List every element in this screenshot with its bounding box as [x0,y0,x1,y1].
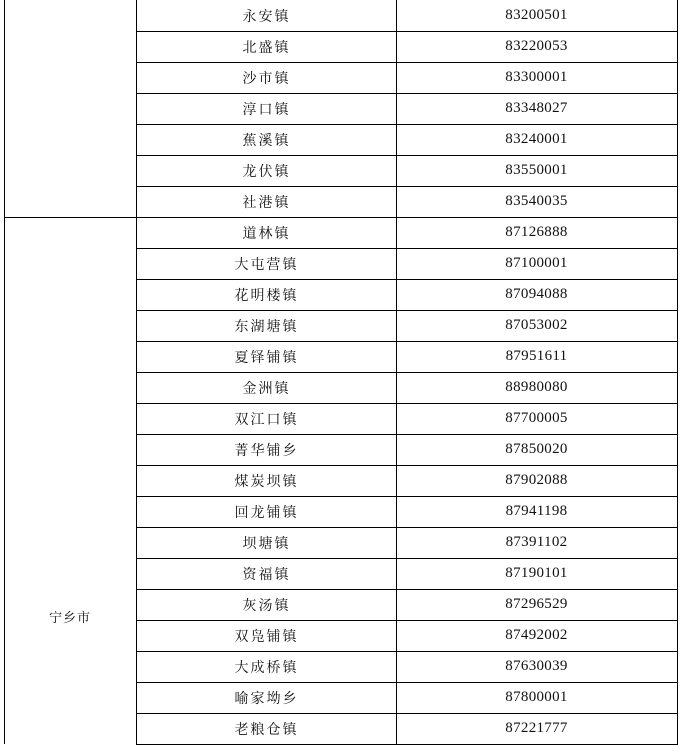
column-border [4,0,5,744]
phone-number-cell: 83300001 [505,69,568,85]
phone-number-cell: 87492002 [505,627,568,643]
phone-number-cell: 87053002 [505,317,568,333]
town-name-cell: 夏铎铺镇 [234,349,299,366]
town-name-cell: 回龙铺镇 [234,504,299,521]
phone-number-cell: 83550001 [505,162,568,178]
phone-number-cell: 87296529 [505,596,568,612]
town-name-cell: 煤炭坝镇 [234,473,299,490]
phone-number-cell: 83220053 [505,38,568,54]
column-border [677,0,678,744]
town-name-cell: 东湖塘镇 [234,318,299,335]
phone-number-cell: 87190101 [505,565,568,581]
phone-number-cell: 87100001 [505,255,568,271]
town-name-cell: 大成桥镇 [234,659,299,676]
town-name-cell: 道林镇 [242,225,291,242]
phone-number-cell: 88980080 [505,379,568,395]
group-divider [4,217,136,218]
town-name-cell: 蕉溪镇 [242,132,291,149]
town-name-cell: 金洲镇 [242,380,291,397]
phone-number-cell: 83348027 [505,100,568,116]
town-name-cell: 淳口镇 [242,101,291,118]
town-name-cell: 龙伏镇 [242,163,291,180]
phone-number-cell: 87126888 [505,224,568,240]
town-name-cell: 老粮仓镇 [234,721,299,738]
city-group-cell: 宁乡市 [48,610,91,626]
phone-number-cell: 87391102 [505,534,568,550]
town-name-cell: 灰汤镇 [242,597,291,614]
town-name-cell: 资福镇 [242,566,291,583]
town-name-cell: 菁华铺乡 [234,442,299,459]
phone-number-cell: 83200501 [505,7,568,23]
town-name-cell: 双江口镇 [234,411,299,428]
town-name-cell: 永安镇 [242,8,291,25]
town-name-cell: 喻家坳乡 [234,690,299,707]
phone-number-cell: 87221777 [505,720,568,736]
phone-number-cell: 87850020 [505,441,568,457]
column-border [136,0,137,744]
phone-number-cell: 87094088 [505,286,568,302]
phone-number-cell: 87941198 [505,503,568,519]
town-name-cell: 花明楼镇 [234,287,299,304]
column-border [396,0,397,744]
phone-number-cell: 87630039 [505,658,568,674]
town-name-cell: 坝塘镇 [242,535,291,552]
town-name-cell: 双凫铺镇 [234,628,299,645]
city-group-cell [4,77,136,101]
town-name-cell: 社港镇 [242,194,291,211]
phone-number-cell: 83540035 [505,193,568,209]
phone-number-cell: 87700005 [505,410,568,426]
phone-number-cell: 87902088 [505,472,568,488]
town-name-cell: 沙市镇 [242,70,291,87]
town-name-cell: 大屯营镇 [234,256,299,273]
town-name-cell: 北盛镇 [242,39,291,56]
phone-number-cell: 87800001 [505,689,568,705]
phone-number-cell: 83240001 [505,131,568,147]
phone-number-cell: 87951611 [505,348,568,364]
